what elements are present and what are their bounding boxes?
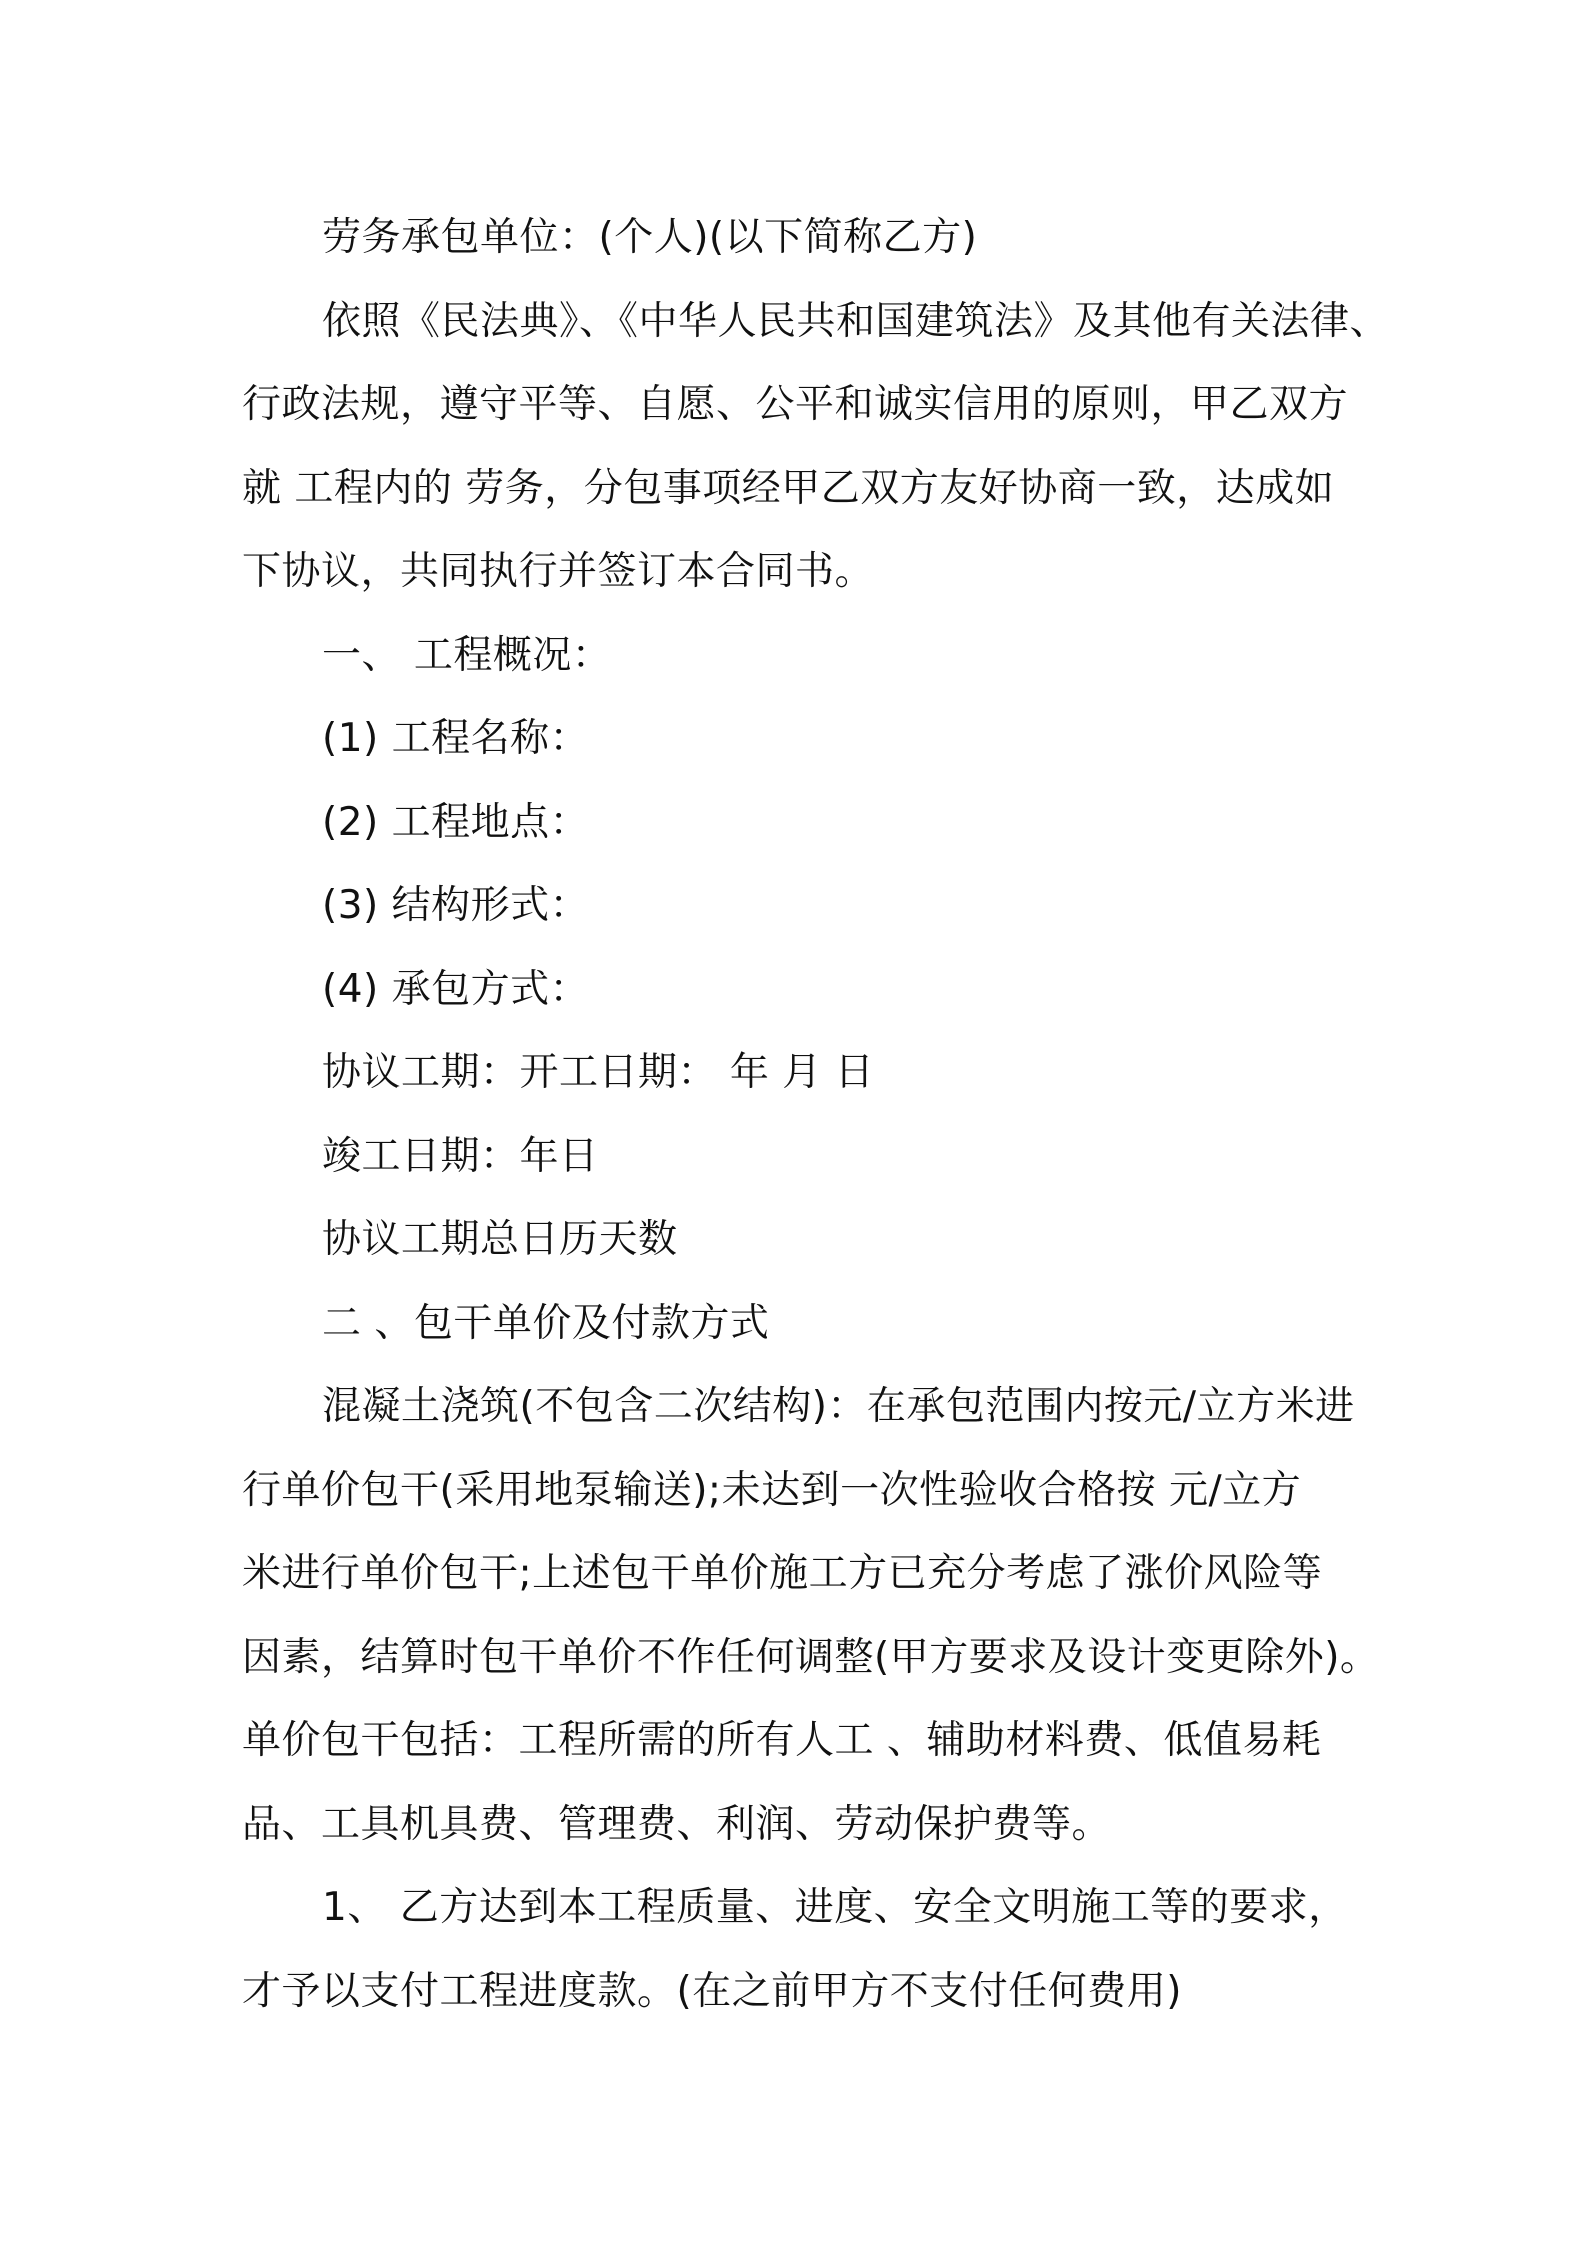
contractor-line: 劳务承包单位：(个人)(以下简称乙方) [322, 215, 978, 260]
basis-paragraph-line-4: 下协议，共同执行并签订本合同书。 [242, 549, 875, 594]
basis-paragraph-line-3: 就 工程内的 劳务，分包事项经甲乙双方友好协商一致，达成如 [242, 465, 1335, 511]
pricing-paragraph-line-2: 行单价包干(采用地泵输送);未达到一次性验收合格按 元/立方 [242, 1467, 1302, 1513]
start-date-line: 协议工期：开工日期： 年 月 日 [322, 1050, 875, 1095]
total-days-line: 协议工期总日历天数 [322, 1217, 678, 1262]
section-heading-1: 一、 工程概况： [322, 632, 612, 678]
section-heading-2: 二 、包干单价及付款方式 [322, 1300, 770, 1346]
project-location-item: (2) 工程地点： [322, 799, 590, 845]
payment-clause-line-2: 才予以支付工程进度款。(在之前甲方不支付任何费用) [242, 1968, 1182, 2014]
pricing-paragraph-line-4: 因素，结算时包干单价不作任何调整(甲方要求及设计变更除外)。 [242, 1634, 1380, 1680]
pricing-paragraph-line-6: 品、工具机具费、管理费、利润、劳动保护费等。 [242, 1801, 1112, 1847]
basis-paragraph-line-2: 行政法规，遵守平等、自愿、公平和诚实信用的原则，甲乙双方 [242, 382, 1349, 427]
payment-clause-line-1: 1、 乙方达到本工程质量、进度、安全文明施工等的要求， [322, 1885, 1348, 1930]
document-body [242, 196, 1390, 2033]
pricing-paragraph-line-1: 混凝土浇筑(不包含二次结构)：在承包范围内按元/立方米进 [322, 1384, 1355, 1429]
completion-date-line: 竣工日期：年日 [322, 1133, 599, 1179]
project-name-item: (1) 工程名称： [322, 716, 590, 761]
basis-paragraph-line-1: 依照《民法典》、《中华人民共和国建筑法》及其他有关法律、 [322, 298, 1390, 344]
contract-method-item: (4) 承包方式： [322, 966, 590, 1012]
structure-type-item: (3) 结构形式： [322, 883, 590, 928]
pricing-paragraph-line-5: 单价包干包括：工程所需的所有人工 、辅助材料费、低值易耗 [242, 1718, 1322, 1763]
pricing-paragraph-line-3: 米进行单价包干;上述包干单价施工方已充分考虑了涨价风险等 [242, 1551, 1323, 1596]
